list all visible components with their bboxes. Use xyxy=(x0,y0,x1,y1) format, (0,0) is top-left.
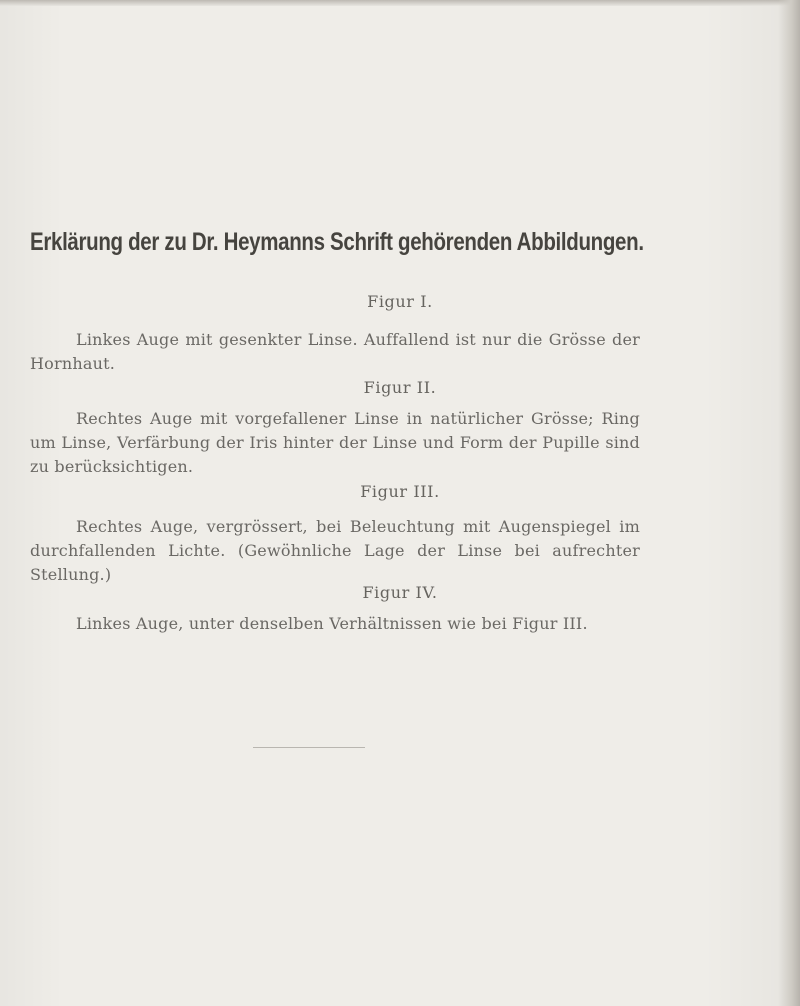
document-title: Erklärung der zu Dr. Heymanns Schrift gehörenden Abbildungen. xyxy=(30,228,644,256)
figure-4-caption: Linkes Auge, unter denselben Verhältnissen wie bei Figur III. xyxy=(76,614,588,633)
figure-3-heading: Figur III. xyxy=(360,482,440,501)
figure-4-heading: Figur IV. xyxy=(362,583,438,602)
figure-1-caption: Linkes Auge mit gesenkter Linse. Auffallend ist nur die Grösse der Hornhaut. xyxy=(30,330,640,373)
closing-rule xyxy=(253,747,365,748)
figure-2-caption: Rechtes Auge mit vorgefallener Linse in natürlicher Grösse; Ring um Linse, Verfärbung der Iris hinter der Linse und Form der Pupille sind zu berücksichtigen. xyxy=(30,409,640,476)
figure-1-heading: Figur I. xyxy=(367,292,433,311)
page-top-edge xyxy=(0,0,800,6)
figure-3-caption: Rechtes Auge, vergrössert, bei Beleuchtung mit Augenspiegel im durchfallenden Lichte. (Gewöhnliche Lage der Linse bei aufrechter Stellung.) xyxy=(30,517,640,584)
figure-2-heading: Figur II. xyxy=(363,378,437,397)
page-right-edge xyxy=(778,0,800,1006)
